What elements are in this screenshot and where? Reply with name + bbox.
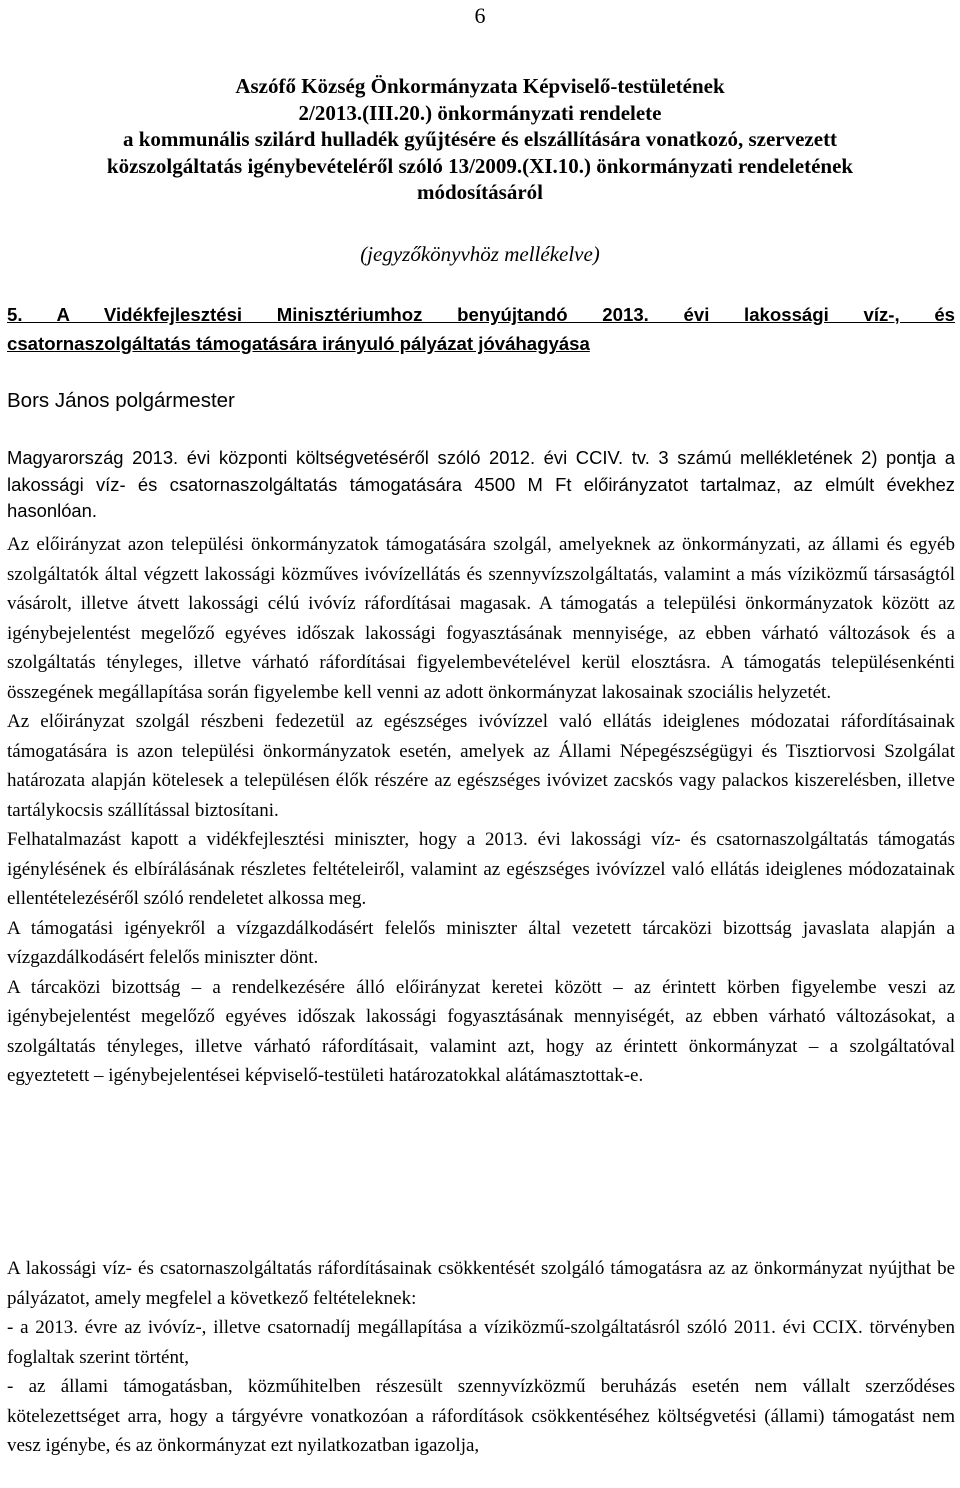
paragraph: A támogatási igényekről a vízgazdálkodásért felelős miniszter által vezetett tárcaközi bizottság javaslata alapján a vízgazdálkodásért felelős miniszter dönt. — [7, 917, 955, 968]
body-text — [7, 530, 955, 1091]
paragraph: A tárcaközi bizottság – a rendelkezésére álló előirányzat keretei között – az érintett körben figyelembe veszi az igénybejelentést megelőző egyéves időszak lakossági fogyasztásának mennyiségét, az ebben várható változásokat, a szolgáltatás tényleges, illetve várható ráfordításait, valamint azt, hogy az érintett önkormányzat – a szolgáltatóval egyeztetett – igénybejelentései képviselő-testületi határozatokkal alátámasztottak-e. — [7, 976, 955, 1086]
conditions-section — [7, 1254, 955, 1461]
agenda-heading-line: csatornaszolgáltatás támogatására irányuló pályázat jóváhagyása — [7, 333, 590, 354]
title-line: módosításáról — [417, 180, 543, 204]
document-title — [40, 73, 920, 206]
agenda-heading-line: 5. A Vidékfejlesztési Minisztériumhoz benyújtandó 2013. évi lakossági víz-, és — [7, 304, 955, 325]
budget-section — [7, 445, 955, 525]
page-number: 6 — [474, 3, 486, 28]
title-line: a kommunális szilárd hulladék gyűjtésére és elszállítására vonatkozó, szervezett — [122, 127, 838, 151]
paragraph: Az előirányzat szolgál részbeni fedezetül az egészséges ivóvízzel való ellátás ideiglenes módozatai ráfordításainak támogatására is azon települési önkormányzatok esetén, amelyek az Állami Népegészségügyi és Tisztiorvosi Szolgálat határozata alapján kötelesek a településen élők részére az egészséges ivóvizet zacskós vagy palackos kiszerelésben, illetve tartálykocsis szállítással biztosítani. — [7, 711, 955, 821]
presenter: Bors János polgármester — [7, 389, 235, 412]
title-line: 2/2013.(III.20.) önkormányzati rendelete — [298, 100, 662, 125]
title-line: Aszófő Község Önkormányzata Képviselő-testületének — [235, 74, 725, 98]
condition-item: - a 2013. évre az ivóvíz-, illetve csatornadíj megállapítása a víziközmű-szolgáltatásról szóló 2011. évi CCIX. törvényben foglaltak szerint történt, — [7, 1317, 955, 1368]
conditions-intro: A lakossági víz- és csatornaszolgáltatás ráfordításainak csökkentését szolgáló támogatásra az az önkormányzat nyújthat be pályázatot, amely megfelel a következő feltételeknek: — [7, 1258, 955, 1309]
condition-item: - az állami támogatásban, közműhitelben részesült szennyvízközmű beruházás esetén nem vállalt szerződéses kötelezettséget arra, hogy a tárgyévre vonatkozóan a ráfordítások csökkentéséhez költségvetési (állami) támogatást nem vesz igénybe, és az önkormányzat ezt nyilatkozatban igazolja, — [7, 1376, 955, 1456]
agenda-item-heading — [7, 300, 955, 358]
annex-note: (jegyzőkönyvhöz mellékelve) — [360, 242, 600, 266]
paragraph: Az előirányzat azon települési önkormányzatok támogatására szolgál, amelyeknek az önkormányzati, az állami és egyéb szolgáltatók által végzett lakossági közműves ivóvízellátás és szennyvízszolgáltatás, valamint a más víziközmű társaságtól vásárolt, illetve átvett lakossági célú ivóvíz ráfordításai magasak. A támogatás a települési önkormányzatok között az igénybejelentést megelőző egyéves időszak lakossági fogyasztásának mennyisége, az ebben várható változások és a szolgáltatás tényleges, illetve várható ráfordításai figyelembevételével kerül elosztásra. A támogatás településenkénti összegének megállapítása során figyelembe kell venni az adott önkormányzat lakosainak szociális helyzetét. — [7, 534, 955, 703]
title-line: közszolgáltatás igénybevételéről szóló 13/2009.(XI.10.) önkormányzati rendeletének — [106, 153, 854, 178]
paragraph: Felhatalmazást kapott a vidékfejlesztési miniszter, hogy a 2013. évi lakossági víz- és csatornaszolgáltatás támogatás igénylésének és elbírálásának részletes feltételeiről, valamint az egészséges ivóvízzel való ellátás ideiglenes módozatainak ellentételezéséről szóló rendeletet alkossa meg. — [7, 829, 955, 909]
budget-paragraph: Magyarország 2013. évi központi költségvetéséről szóló 2012. évi CCIV. tv. 3 számú mellékletének 2) pontja a lakossági víz- és csatornaszolgáltatás támogatására 4500 M Ft előirányzatot tartalmaz, az elmúlt évekhez hasonlóan. — [7, 447, 955, 521]
